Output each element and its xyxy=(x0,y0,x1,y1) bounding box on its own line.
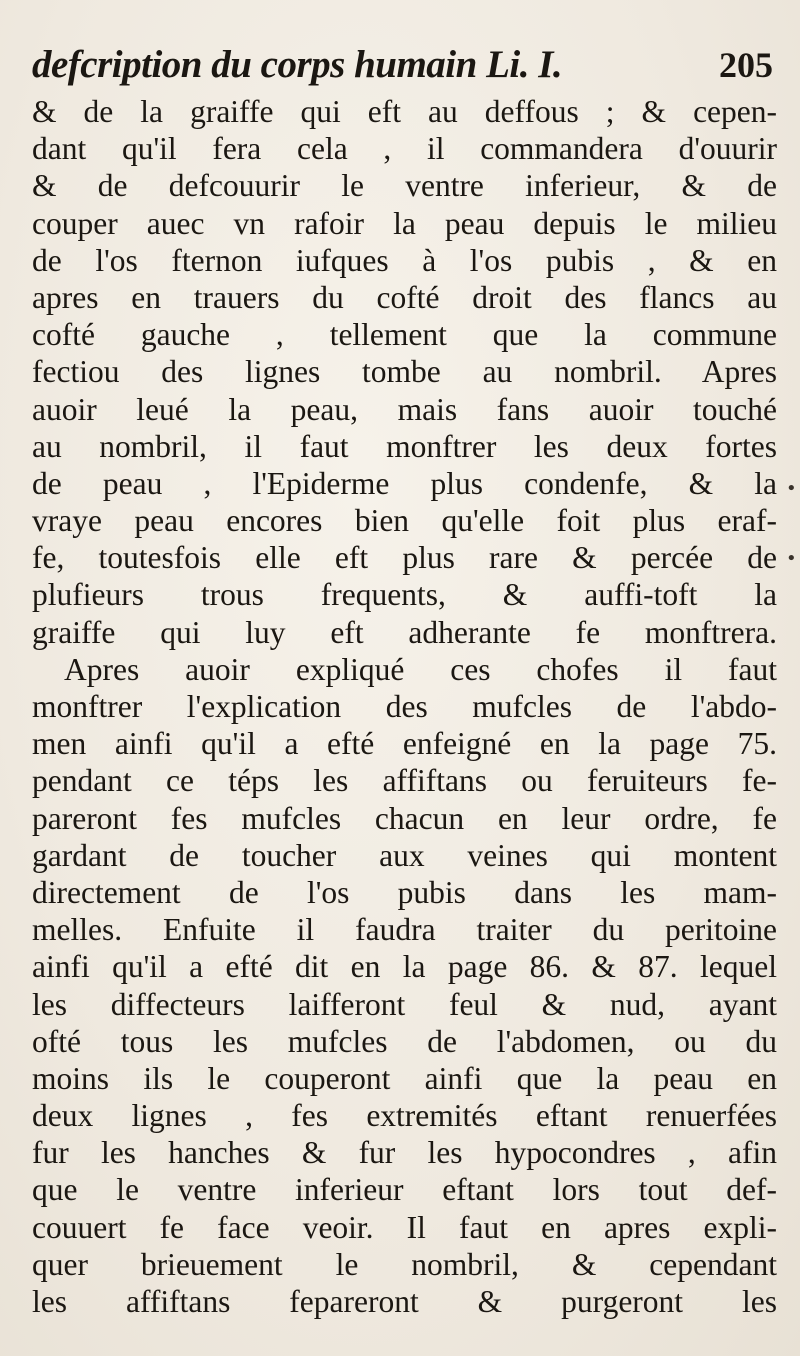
text-line: couuert fe face veoir. Il faut en apres expli- xyxy=(32,1209,777,1245)
text-line: fur les hanches & fur les hypocondres , afin xyxy=(32,1135,777,1171)
text-line: Apres auoir expliqué ces chofes il faut xyxy=(64,651,777,687)
text-line: monftrer l'explication des mufcles de l'abdo- xyxy=(32,689,777,724)
text-line: fectiou des lignes tombe au nombril. Apres xyxy=(32,354,777,390)
running-title: defcription du corps humain Li. I. xyxy=(32,43,563,86)
margin-speck: • xyxy=(786,548,797,569)
text-line: dant qu'il fera cela , il commandera d'ouurir xyxy=(32,131,777,167)
text-line: gardant de toucher aux veines qui montent xyxy=(32,837,777,873)
text-line: que le ventre inferieur eftant lors tout def- xyxy=(32,1172,777,1208)
text-line: cofté gauche , tellement que la commune xyxy=(32,317,777,353)
text-line: de peau , l'Epiderme plus condenfe, & la xyxy=(32,465,777,501)
body-text xyxy=(32,93,777,1320)
text-line: moins ils le couperont ainfi que la peau en xyxy=(32,1060,777,1096)
text-line: & de la graiffe qui eft au deffous ; & cepen- xyxy=(32,94,777,129)
text-line: graiffe qui luy eft adherante fe monftrera. xyxy=(32,614,777,650)
text-line: couper auec vn rafoir la peau depuis le milieu xyxy=(32,205,777,241)
text-line: directement de l'os pubis dans les mam- xyxy=(32,874,777,910)
text-line: quer brieuement le nombril, & cependant xyxy=(32,1246,777,1282)
text-line: apres en trauers du cofté droit des flancs au xyxy=(32,279,777,315)
text-line: vraye peau encores bien qu'elle foit plus eraf- xyxy=(32,503,777,539)
page-number: 205 xyxy=(719,45,773,85)
text-line: de l'os fternon iufques à l'os pubis , & en xyxy=(32,242,777,278)
text-line: les affiftans fepareront & purgeront les xyxy=(32,1284,777,1319)
page-header xyxy=(32,42,777,100)
text-line: ofté tous les mufcles de l'abdomen, ou du xyxy=(32,1023,777,1059)
margin-speck: • xyxy=(786,478,797,499)
text-line: & de defcouurir le ventre inferieur, & de xyxy=(32,168,777,204)
text-line: fe, toutesfois elle eft plus rare & percée de xyxy=(32,540,777,576)
text-line: au nombril, il faut monftrer les deux fortes xyxy=(32,428,777,464)
text-line: men ainfi qu'il a efté enfeigné en la page 75. xyxy=(32,726,777,762)
text-line: ainfi qu'il a efté dit en la page 86. & 87. lequel xyxy=(32,949,777,985)
text-line: auoir leué la peau, mais fans auoir touché xyxy=(32,391,777,427)
text-line: deux lignes , fes extremités eftant renuerfées xyxy=(32,1098,777,1134)
text-line: melles. Enfuite il faudra traiter du peritoine xyxy=(32,912,777,948)
text-line: pareront fes mufcles chacun en leur ordre, fe xyxy=(32,800,777,836)
text-line: les diffecteurs laifferont feul & nud, ayant xyxy=(32,986,777,1022)
text-line: pendant ce téps les affiftans ou feruiteurs fe- xyxy=(32,763,777,799)
text-line: plufieurs trous frequents, & auffi-toft la xyxy=(32,577,777,613)
